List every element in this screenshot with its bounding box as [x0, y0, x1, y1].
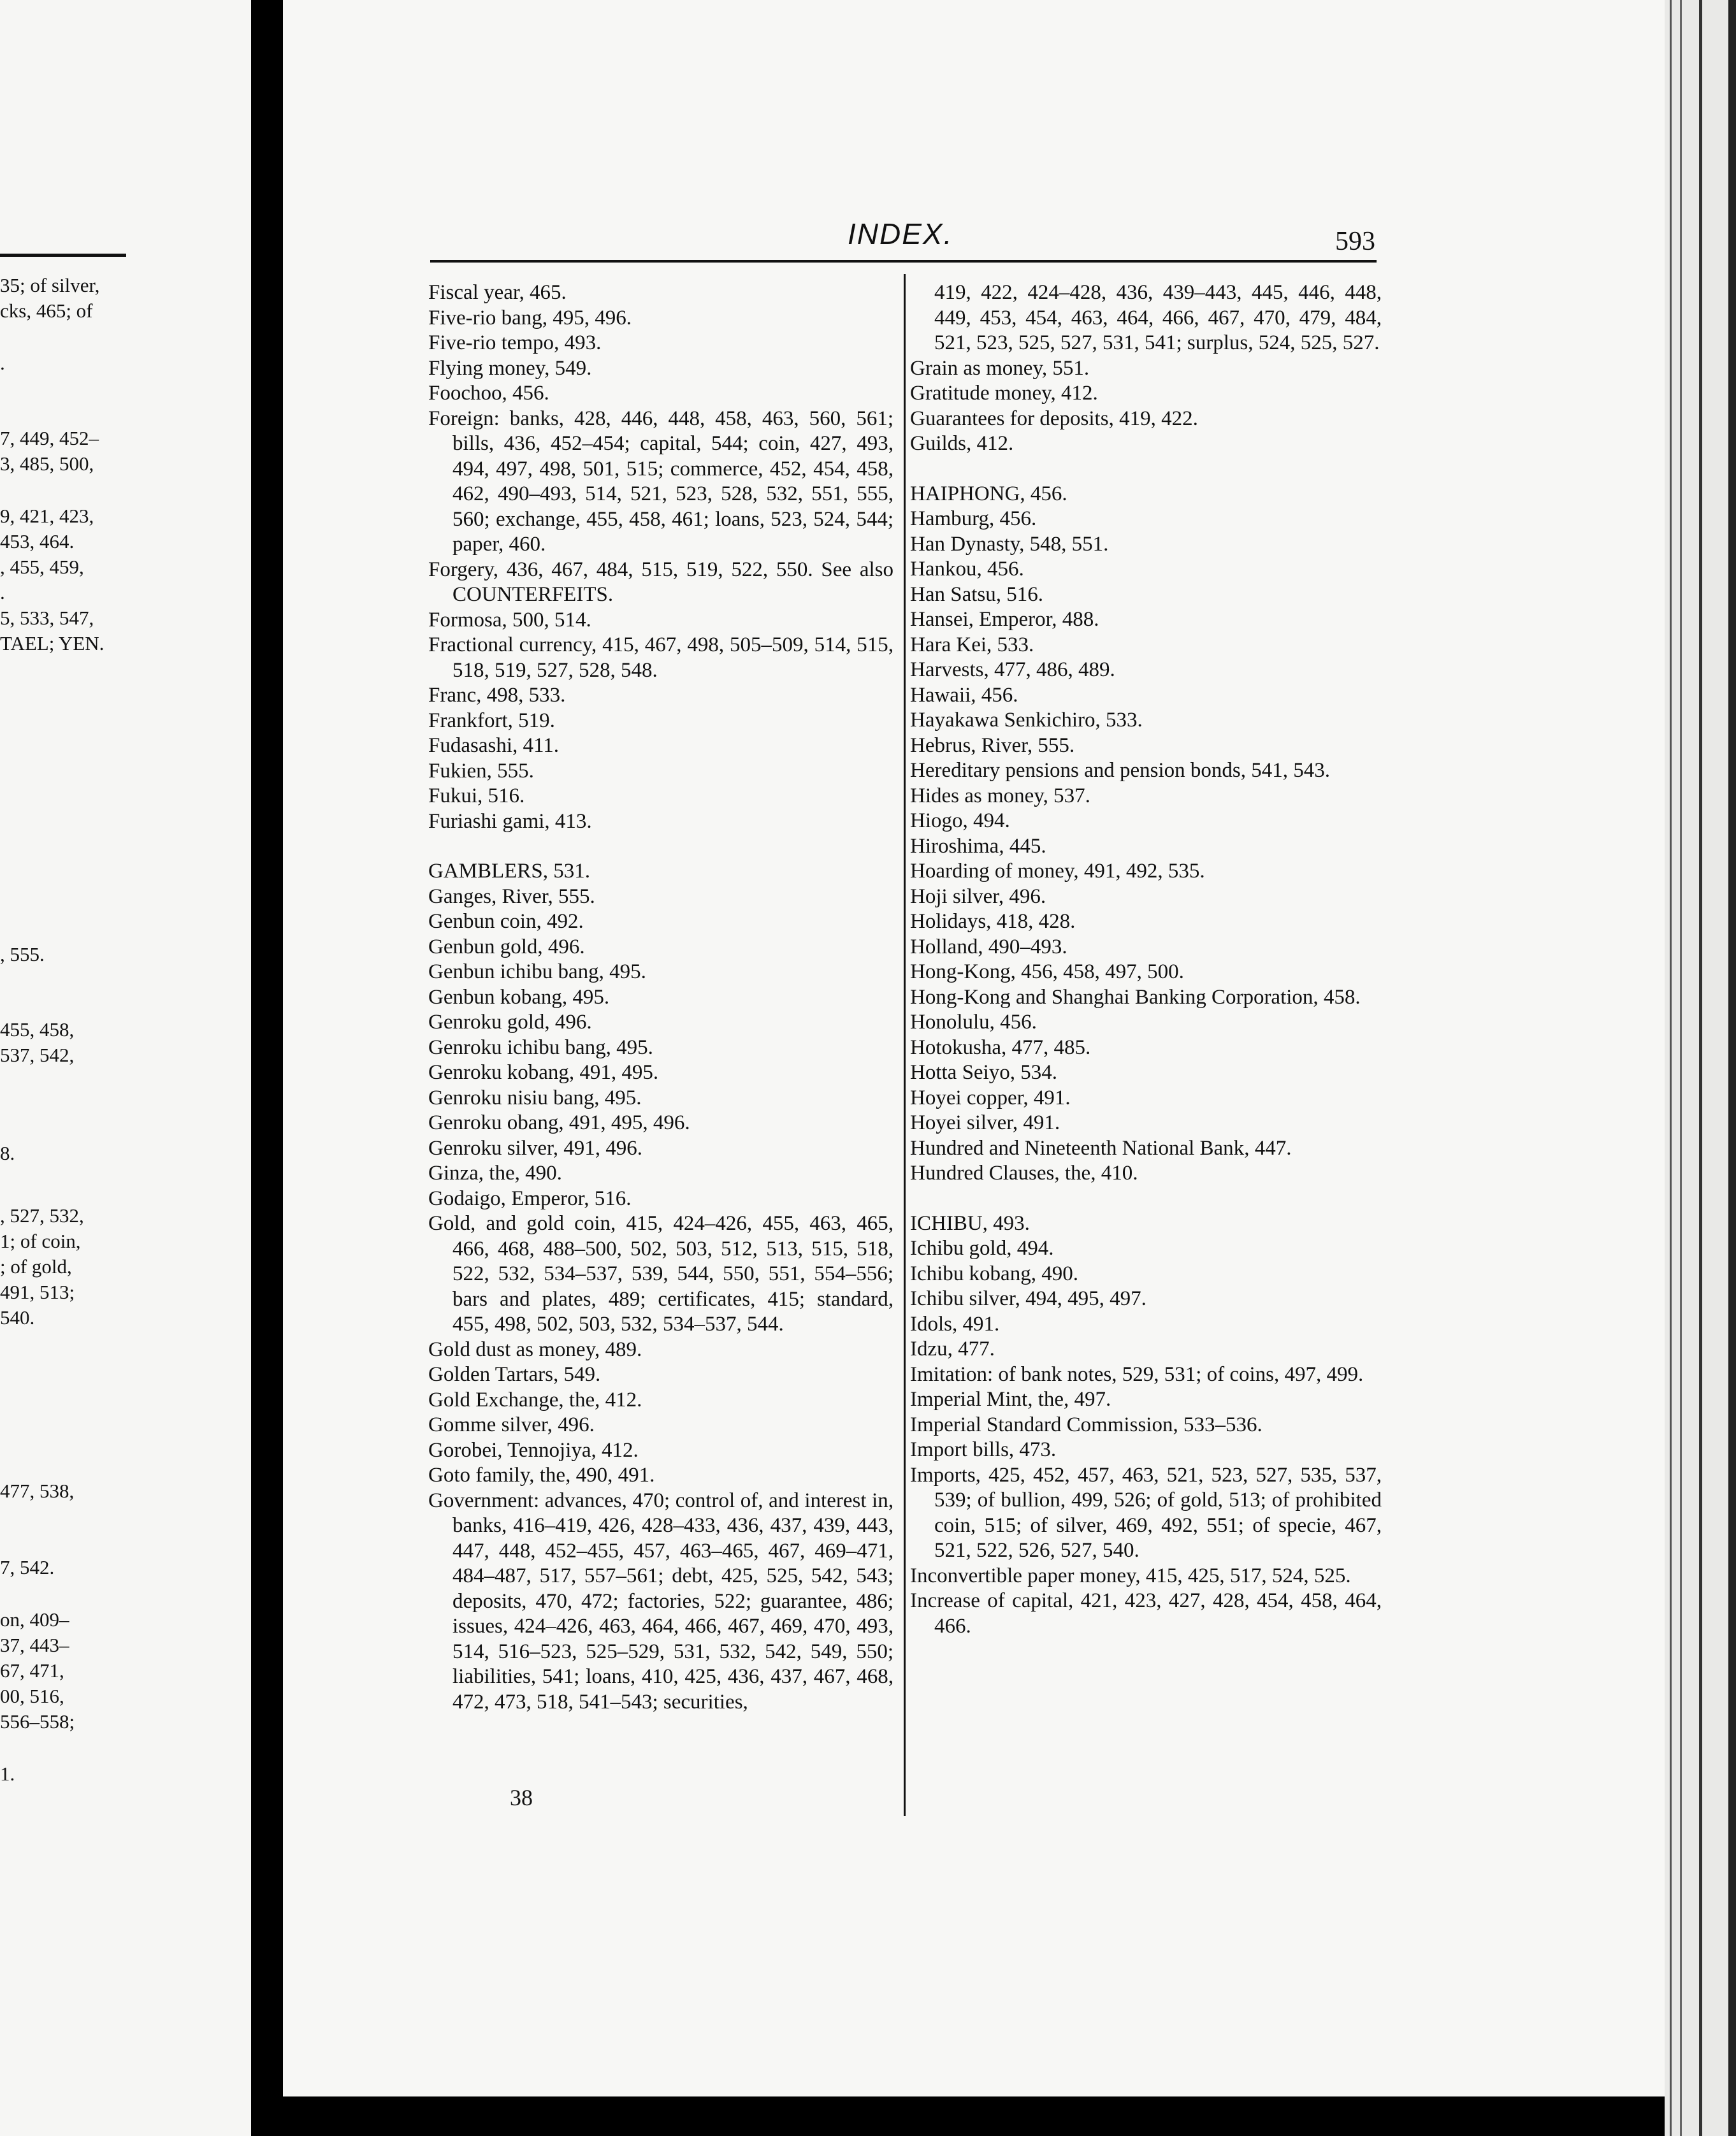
- index-entry-references: , 537.: [1043, 784, 1090, 807]
- index-entry-references: , 488.: [1052, 608, 1099, 631]
- index-entry-heading: Han Dynasty: [910, 532, 1020, 556]
- index-entry-references: , 493.: [982, 1211, 1030, 1235]
- index-entry: [428, 1036, 893, 1061]
- facing-page-text: 67, 471,: [0, 1659, 64, 1682]
- index-entry: [910, 582, 1382, 608]
- index-entry: [428, 331, 893, 356]
- index-entry: [428, 759, 893, 784]
- index-entry-heading: Hotta Seiyo: [910, 1061, 1010, 1084]
- index-entry-heading: Fiscal year: [428, 281, 519, 304]
- index-entry-references: , 495.: [561, 985, 610, 1009]
- index-entry: [910, 1036, 1382, 1061]
- index-entry-references: , 496.: [998, 884, 1046, 908]
- index-entry-references: , 445.: [999, 834, 1046, 858]
- index-entry-heading: Hebrus, River: [910, 733, 1027, 757]
- index-entry-heading: HAIPHONG: [910, 482, 1020, 505]
- header-rule: [430, 260, 1377, 263]
- facing-page-text: , 455, 459,: [0, 556, 84, 578]
- index-entry-references: , 412.: [595, 1388, 642, 1411]
- index-entry: [910, 985, 1382, 1011]
- index-entry-references: , 418, 428.: [986, 910, 1076, 933]
- index-entry: [428, 1060, 893, 1086]
- index-entry-references: , 496.: [544, 1011, 592, 1034]
- facing-page-text: 7, 449, 452–: [0, 427, 99, 449]
- signature-mark: 38: [510, 1785, 533, 1810]
- index-entry: [428, 1463, 893, 1489]
- index-entry-references: , 413.: [544, 809, 592, 833]
- page-edges: [1665, 0, 1736, 2136]
- index-entry-heading: Hoyei copper: [910, 1086, 1024, 1109]
- index-entry: [428, 1388, 893, 1413]
- index-entry: [910, 1337, 1382, 1362]
- page-title: INDEX.: [848, 217, 953, 250]
- index-entry-references: , 516.: [584, 1187, 632, 1210]
- index-entry-heading: Hawaii: [910, 683, 971, 707]
- index-entry: [910, 1010, 1382, 1036]
- index-entry-heading: Increase of capital: [910, 1589, 1069, 1612]
- index-entry-references: , 490.: [1031, 1262, 1078, 1285]
- index-entry-heading: Idzu: [910, 1338, 948, 1360]
- index-entry-heading: Hiroshima: [910, 834, 999, 858]
- index-entry-references: , 415, 424–426, 455, 463, 465, 466, 468, 488–500, 502, 503, 512, 513, 515, 518, 522, 532, 534–537, 539, 544, 550, 551, 554–556; bars and plates, 489; certificates, 415; standard, 455, 498, 502, 503, 532, 534–537, 544.: [452, 1212, 893, 1336]
- index-entry-references: , 477, 486, 489.: [983, 658, 1115, 681]
- index-entry: [910, 1262, 1382, 1287]
- index-entry: [910, 356, 1382, 382]
- index-entry-heading: Honolulu: [910, 1011, 990, 1034]
- facing-page-text: 00, 516,: [0, 1685, 64, 1707]
- index-entry-heading: Formosa: [428, 608, 502, 631]
- index-entry: [910, 1111, 1382, 1136]
- index-entry-heading: Hong-Kong and Shanghai Banking Corporation: [910, 985, 1313, 1009]
- index-entry-heading: Gratitude money: [910, 382, 1051, 405]
- facing-page-text: , 555.: [0, 943, 45, 965]
- index-entry: [428, 1489, 893, 1715]
- facing-page-text: 537, 542,: [0, 1044, 75, 1066]
- index-entry: [428, 1413, 893, 1438]
- index-entry-references: , 447.: [1244, 1136, 1292, 1160]
- facing-page-text: 455, 458,: [0, 1018, 75, 1041]
- index-entry: [428, 784, 893, 809]
- index-entry: [910, 1463, 1382, 1564]
- facing-page-text: 37, 443–: [0, 1634, 69, 1656]
- index-entry-heading: Foochoo: [428, 382, 502, 405]
- index-entry-references: , 533–536.: [1173, 1413, 1262, 1436]
- facing-page-text: 477, 538,: [0, 1480, 75, 1502]
- facing-page-text: .: [0, 352, 5, 374]
- facing-page-text: 8.: [0, 1142, 15, 1164]
- index-entry-references: , 531.: [542, 860, 590, 883]
- index-entry-heading: Hiogo: [910, 809, 963, 832]
- index-entry-heading: Frankfort: [428, 709, 508, 732]
- index-entry-references: , 494.: [1006, 1237, 1054, 1260]
- index-entry: [910, 658, 1382, 683]
- index-column-left: [428, 280, 893, 1715]
- facing-page-text: 3, 485, 500,: [0, 452, 94, 475]
- index-entry-references: , 456.: [989, 507, 1037, 530]
- facing-page-text: ; of gold,: [0, 1255, 72, 1278]
- facing-page-text: 540.: [0, 1306, 35, 1329]
- index-entry: [428, 683, 893, 709]
- index-entry: [910, 784, 1382, 809]
- index-entry-heading: Ganges, River: [428, 884, 548, 908]
- index-entry-references: , 498, 533.: [476, 684, 566, 707]
- index-entry: [910, 1086, 1382, 1111]
- page-number: 593: [1335, 227, 1375, 256]
- index-entry: [428, 407, 893, 558]
- index-entry-references: , 500, 514.: [502, 608, 591, 631]
- index-entry-heading: Fractional currency: [428, 633, 591, 656]
- index-entry-heading: Hotokusha: [910, 1036, 1001, 1059]
- index-entry: [910, 708, 1382, 733]
- index-entry-heading: Golden Tartars: [428, 1363, 553, 1386]
- index-entry-heading: Guilds: [910, 432, 967, 455]
- index-entry-heading: Furiashi gami: [428, 809, 545, 833]
- index-entry-references: , 551.: [1041, 356, 1090, 380]
- index-entry: [910, 557, 1382, 582]
- index-entry-heading: Genbun kobang: [428, 985, 562, 1009]
- index-entry-references: , 491, 496.: [553, 1136, 642, 1160]
- index-entry-heading: Gold dust as money: [428, 1338, 595, 1361]
- facing-page-fragment: [0, 0, 251, 2136]
- facing-page-text: 7, 542.: [0, 1556, 55, 1578]
- index-entry-heading: Gold Exchange, the: [428, 1388, 595, 1411]
- index-entry-references: , 496.: [547, 1413, 595, 1436]
- index-entry: [428, 608, 893, 633]
- index-entry: [428, 1161, 893, 1187]
- index-entry-references: , 491, 495, 496.: [558, 1111, 690, 1134]
- index-entry: [910, 1236, 1382, 1262]
- facing-page-text: 556–558;: [0, 1710, 75, 1733]
- index-entry: [428, 809, 893, 835]
- index-entry: [428, 1086, 893, 1111]
- index-entry-heading: Hoji silver: [910, 884, 999, 908]
- index-entry-references: : of bank notes, 529, 531; of coins, 497, 499.: [987, 1362, 1364, 1386]
- index-entry-heading: Holidays: [910, 910, 987, 933]
- index-entry-references: , 495, 496.: [542, 306, 632, 329]
- index-entry-references: , 491, 495.: [568, 1061, 659, 1084]
- index-entry-heading: Hundred Clauses, the: [910, 1162, 1091, 1185]
- index-entry-heading: Hoyei silver: [910, 1111, 1013, 1134]
- index-entry: [910, 1060, 1382, 1086]
- index-entry-references: , 497.: [1064, 1388, 1111, 1411]
- index-entry-heading: Imports: [910, 1463, 976, 1487]
- index-entry-references: 419, 422, 424–428, 436, 439–443, 445, 446, 448, 449, 453, 454, 463, 464, 466, 467, 470, 479, 484, 521, 523, 525, 527, 531, 541; surplus, 524, 525, 527.: [934, 281, 1382, 354]
- facing-page-text: 9, 421, 423,: [0, 505, 94, 527]
- index-entry-heading: Ichibu silver: [910, 1287, 1015, 1310]
- index-entry-heading: Genroku nisiu bang: [428, 1086, 595, 1109]
- index-entry-references: : advances, 470; control of, and interest in, banks, 416–419, 426, 428–433, 436, 437, 439, 443, 447, 448, 452–455, 457, 463–465, 467, 469–471, 484–487, 517, 557–561; debt, 425, 525, 542, 543; deposits, 470, 472; factories, 522; guarantee, 486; issues, 424–426, 463, 464, 466, 467, 469, 470, 493, 514, 516–523, 525–529, 531, 532, 542, 549, 550; liabilities, 541; loans, 410, 425, 436, 437, 467, 468, 472, 473, 518, 541–543; securities,: [452, 1489, 893, 1714]
- index-entry-references: , 477, 485.: [1001, 1036, 1091, 1059]
- index-entry-heading: Gomme silver: [428, 1413, 547, 1436]
- index-entry: [428, 985, 893, 1011]
- index-entry: [910, 1438, 1382, 1463]
- index-entry-heading: Godaigo, Emperor: [428, 1187, 584, 1210]
- column-divider: [904, 274, 906, 1816]
- index-entry-references: : banks, 428, 446, 448, 458, 463, 560, 561; bills, 436, 452–454; capital, 544; coin, 427, 493, 494, 497, 498, 501, 515; commerce, 452, 454, 458, 462, 490–493, 514, 521, 523, 528, 532, 551, 555, 560; exchange, 455, 458, 461; loans, 523, 524, 544; paper, 460.: [452, 407, 893, 556]
- index-entry-references: , 421, 423, 427, 428, 454, 458, 464, 466.: [934, 1589, 1382, 1638]
- index-entry: [910, 935, 1382, 960]
- index-entry-references: , 456.: [971, 683, 1018, 707]
- index-entry-heading: Genbun coin: [428, 910, 537, 933]
- index-entry: [910, 381, 1382, 407]
- index-entry: [428, 356, 893, 382]
- index-entry: [910, 960, 1382, 985]
- index-entry: [910, 834, 1382, 860]
- index-entry-references: , 549.: [544, 356, 592, 380]
- index-entry-references: , 555.: [1027, 733, 1075, 757]
- index-entry-heading: Genbun gold: [428, 935, 538, 958]
- index-entry-heading: Hundred and Nineteenth National Bank: [910, 1136, 1245, 1160]
- index-entry: [910, 1362, 1382, 1388]
- index-entry-heading: Genroku obang: [428, 1111, 559, 1134]
- index-entry-references: , 456.: [989, 1011, 1037, 1034]
- index-entry-heading: Forgery: [428, 558, 493, 581]
- index-entry-references: , 456.: [502, 382, 549, 405]
- index-entry-references: , 425, 452, 457, 463, 521, 523, 527, 535, 537, 539; of bullion, 499, 526; of gold, 513; of prohibited coin, 515; of silver, 469, 492, 551; of specie, 467, 521, 522, 526, 527, 540.: [934, 1463, 1382, 1562]
- index-entry-heading: Gorobei, Tennojiya: [428, 1438, 591, 1462]
- index-entry: [910, 859, 1382, 884]
- index-entry: [428, 1010, 893, 1036]
- facing-page-text: 35; of silver,: [0, 274, 100, 296]
- index-entry-heading: Imperial Mint, the: [910, 1388, 1064, 1411]
- index-entry-references: , 412.: [1050, 382, 1098, 405]
- index-entry-heading: Genroku kobang: [428, 1061, 569, 1084]
- index-entry: [910, 633, 1382, 658]
- index-entry: [910, 280, 1382, 356]
- index-entry-references: , 456.: [976, 558, 1024, 581]
- index-entry: [910, 1564, 1382, 1589]
- index-entry-references: , 534.: [1009, 1061, 1057, 1084]
- index-entry-references: , 533.: [1095, 709, 1143, 732]
- index-entry-references: , 458.: [1313, 985, 1361, 1009]
- index-entry-references: , 491, 492, 535.: [1073, 860, 1205, 883]
- index-entry-heading: Fukien: [428, 759, 487, 783]
- index-entry-heading: Flying money: [428, 356, 545, 380]
- index-entry-heading: Inconvertible paper money: [910, 1564, 1136, 1587]
- index-entry: [428, 1136, 893, 1162]
- index-entry: [428, 1362, 893, 1388]
- index-entry: [910, 909, 1382, 935]
- index-entry-references: , 419, 422.: [1108, 407, 1198, 430]
- index-entry-references: , 491.: [1012, 1111, 1060, 1134]
- index-entry-heading: Ginza, the: [428, 1162, 515, 1185]
- index-entry-heading: Fukui: [428, 784, 478, 807]
- index-entry: [910, 884, 1382, 910]
- index-entry-references: , 516.: [477, 784, 525, 807]
- index-entry-heading: Ichibu kobang: [910, 1262, 1031, 1285]
- index-entry: [428, 633, 893, 683]
- index-entry-heading: Foreign: [428, 407, 494, 430]
- index-entry-references: , 436, 467, 484, 515, 519, 522, 550. See also COUNTERFEITS.: [452, 558, 893, 606]
- index-entry: [428, 935, 893, 960]
- index-entry: [428, 709, 893, 734]
- index-entry-heading: Genroku silver: [428, 1136, 553, 1160]
- facing-page-text: 491, 513;: [0, 1281, 75, 1303]
- facing-page-text: 5, 533, 547,: [0, 607, 94, 629]
- index-entry-heading: Genroku gold: [428, 1011, 545, 1034]
- index-entry-references: , 412.: [591, 1438, 639, 1462]
- index-entry-heading: ICHIBU: [910, 1211, 983, 1235]
- index-entry-references: , 489.: [594, 1338, 642, 1361]
- index-entry-references: , 465.: [519, 281, 567, 304]
- index-entry-heading: Holland: [910, 935, 978, 958]
- index-entry: [910, 1136, 1382, 1162]
- index-entry-references: , 473.: [1008, 1438, 1057, 1461]
- index-entry-references: , 490–493.: [978, 935, 1067, 958]
- index-entry-references: , 519.: [507, 709, 555, 732]
- index-entry: [910, 482, 1382, 507]
- index-entry-references: , 555.: [547, 884, 595, 908]
- index-entry: [910, 607, 1382, 633]
- index-entry: [428, 1111, 893, 1136]
- index-entry-heading: Fudasashi: [428, 734, 512, 757]
- index-entry: [428, 381, 893, 407]
- facing-page-text: TAEL; YEN.: [0, 632, 105, 654]
- index-entry: [910, 431, 1382, 457]
- index-entry-references: , 516.: [995, 582, 1043, 606]
- index-entry-references: , 548, 551.: [1019, 532, 1109, 556]
- index-entry: [428, 1438, 893, 1464]
- facing-page-text: , 527, 532,: [0, 1204, 84, 1227]
- index-entry: [910, 809, 1382, 834]
- index-entry-references: , 496.: [537, 935, 585, 958]
- index-entry: [910, 758, 1382, 784]
- index-entry-heading: Harvests: [910, 658, 984, 681]
- index-entry: [428, 558, 893, 608]
- index-entry-heading: Gold, and gold coin: [428, 1212, 611, 1235]
- section-gap: [910, 1187, 1382, 1211]
- index-entry-heading: Hong-Kong: [910, 960, 1011, 983]
- index-entry-references: , 541, 543.: [1240, 759, 1330, 782]
- index-column-right: [910, 280, 1382, 1639]
- index-entry-references: , 415, 467, 498, 505–509, 514, 515, 518, 519, 527, 528, 548.: [452, 633, 893, 682]
- index-entry: [428, 280, 893, 306]
- facing-page-text: on, 409–: [0, 1608, 69, 1631]
- index-entry-references: , 495.: [594, 1086, 642, 1109]
- index-entry-heading: Hereditary pensions and pension bonds: [910, 759, 1241, 782]
- index-entry-heading: Han Satsu: [910, 582, 996, 606]
- index-entry-references: , 555.: [486, 759, 534, 783]
- index-entry-heading: Hoarding of money: [910, 860, 1074, 883]
- index-entry-heading: Genroku ichibu bang: [428, 1036, 606, 1059]
- index-entry-references: , 477.: [947, 1338, 995, 1360]
- index-entry: [910, 532, 1382, 558]
- index-entry: [428, 859, 893, 884]
- index-entry-references: , 492.: [536, 910, 584, 933]
- index-entry-heading: Hides as money: [910, 784, 1043, 807]
- index-entry: [910, 1161, 1382, 1187]
- facing-page-text: 453, 464.: [0, 530, 75, 552]
- index-entry-heading: GAMBLERS: [428, 860, 543, 883]
- index-entry-heading: Hankou: [910, 558, 977, 581]
- index-entry: [910, 1312, 1382, 1338]
- index-entry-references: , 456.: [1020, 482, 1067, 505]
- index-entry-heading: Five-rio bang: [428, 306, 542, 329]
- index-entry-references: , 490, 491.: [565, 1464, 655, 1487]
- index-entry-heading: Imitation: [910, 1362, 987, 1386]
- section-gap: [910, 457, 1382, 482]
- facing-page-text: .: [0, 581, 5, 603]
- index-entry: [910, 507, 1382, 532]
- index-entry-references: , 411.: [512, 734, 560, 757]
- index-entry: [910, 1287, 1382, 1312]
- index-entry-references: , 495.: [605, 1036, 653, 1059]
- index-entry-heading: Genbun ichibu bang: [428, 960, 599, 983]
- index-entry-references: , 549.: [553, 1363, 601, 1386]
- index-entry-references: , 412.: [966, 432, 1014, 455]
- index-entry-references: , 415, 425, 517, 524, 525.: [1135, 1564, 1351, 1587]
- index-entry-heading: Hansei, Emperor: [910, 608, 1052, 631]
- index-entry-references: , 410.: [1090, 1162, 1138, 1185]
- index-entry-heading: Five-rio tempo: [428, 331, 554, 354]
- index-entry: [910, 407, 1382, 432]
- index-entry-heading: Franc: [428, 684, 477, 707]
- index-entry-references: , 490.: [514, 1162, 562, 1185]
- index-entry-heading: Government: [428, 1489, 533, 1512]
- index-entry-heading: Guarantees for deposits: [910, 407, 1109, 430]
- index-entry-heading: Idols: [910, 1312, 952, 1336]
- facing-page-text: 1.: [0, 1763, 15, 1785]
- index-entry-heading: Hamburg: [910, 507, 990, 530]
- index-entry: [428, 1211, 893, 1338]
- index-entry: [428, 884, 893, 910]
- index-entry-heading: Imperial Standard Commission: [910, 1413, 1173, 1436]
- index-entry-references: , 493.: [554, 331, 602, 354]
- index-entry: [428, 306, 893, 331]
- index-entry: [428, 909, 893, 935]
- section-gap: [428, 834, 893, 859]
- index-entry-references: , 456, 458, 497, 500.: [1010, 960, 1184, 983]
- index-entry-heading: Goto family, the: [428, 1464, 566, 1487]
- index-entry-heading: Hara Kei: [910, 633, 987, 656]
- facing-page-text: cks, 465; of: [0, 299, 93, 322]
- index-entry: [910, 1413, 1382, 1438]
- index-entry-heading: Grain as money: [910, 356, 1042, 380]
- index-entry: [428, 733, 893, 759]
- index-entry-heading: Import bills: [910, 1438, 1009, 1461]
- index-entry: [910, 1387, 1382, 1413]
- index-entry: [428, 1338, 893, 1363]
- index-entry: [910, 1589, 1382, 1639]
- index-entry: [910, 1211, 1382, 1237]
- index-entry-references: , 495.: [598, 960, 646, 983]
- facing-page-rule: [0, 254, 126, 257]
- index-entry-references: , 494.: [962, 809, 1010, 832]
- index-entry-references: , 491.: [1023, 1086, 1071, 1109]
- index-entry-references: , 494, 495, 497.: [1015, 1287, 1146, 1310]
- index-entry: [910, 733, 1382, 759]
- index-entry-references: , 491.: [952, 1312, 1000, 1336]
- index-entry: [910, 683, 1382, 709]
- index-entry: [428, 1187, 893, 1212]
- index-entry-references: , 533.: [987, 633, 1034, 656]
- index-entry-heading: Hayakawa Senkichiro: [910, 709, 1096, 732]
- index-entry-heading: Ichibu gold: [910, 1237, 1007, 1260]
- index-entry: [428, 960, 893, 985]
- facing-page-text: 1; of coin,: [0, 1230, 81, 1252]
